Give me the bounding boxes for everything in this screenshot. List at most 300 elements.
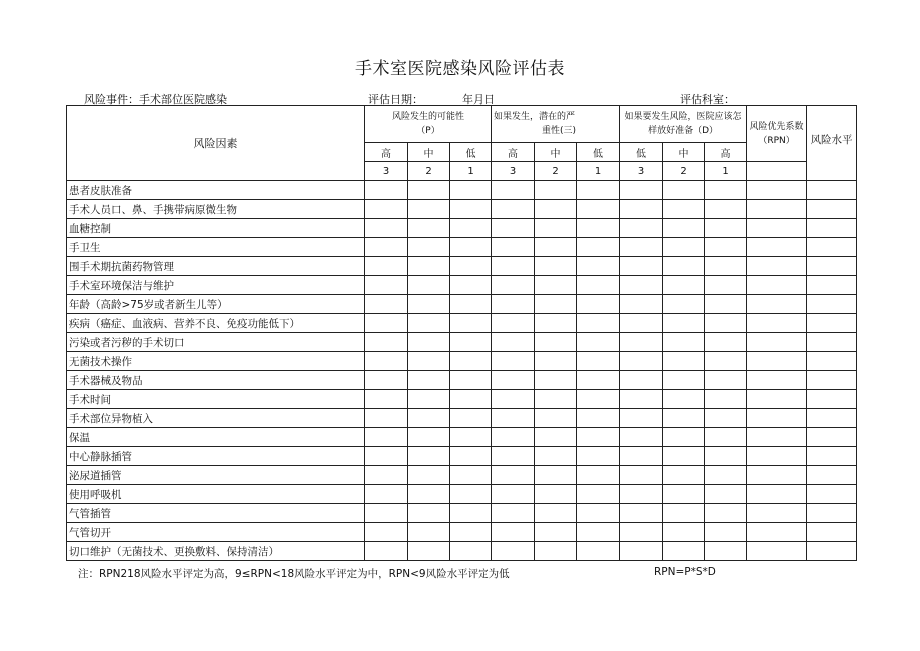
score-input-cell[interactable] bbox=[663, 428, 705, 447]
risk-factor-cell: 使用呼吸机 bbox=[67, 485, 365, 504]
score-input-cell[interactable] bbox=[450, 295, 492, 314]
risk-level-cell[interactable] bbox=[807, 542, 857, 561]
score-input-cell[interactable] bbox=[620, 181, 663, 200]
risk-level-cell[interactable] bbox=[807, 181, 857, 200]
score-input-cell[interactable] bbox=[492, 371, 535, 390]
rpn-score-blank bbox=[747, 162, 807, 181]
score-input-cell[interactable] bbox=[408, 371, 450, 390]
score-input-cell[interactable] bbox=[365, 276, 408, 295]
score-input-cell[interactable] bbox=[705, 352, 747, 371]
rpn-cell[interactable] bbox=[747, 409, 807, 428]
score-input-cell[interactable] bbox=[705, 181, 747, 200]
rpn-formula: RPN=P*S*D bbox=[654, 566, 716, 578]
severity-header-line2: 重性(三) bbox=[542, 126, 577, 136]
score-input-cell[interactable] bbox=[705, 466, 747, 485]
risk-factor-cell: 手术时间 bbox=[67, 390, 365, 409]
score-input-cell[interactable] bbox=[535, 447, 577, 466]
rpn-cell[interactable] bbox=[747, 390, 807, 409]
score-input-cell[interactable] bbox=[365, 466, 408, 485]
score-input-cell[interactable] bbox=[705, 333, 747, 352]
detection-level-2: 高 bbox=[705, 143, 747, 162]
score-input-cell[interactable] bbox=[663, 371, 705, 390]
probability-level-2: 低 bbox=[450, 143, 492, 162]
severity-level-2: 低 bbox=[577, 143, 620, 162]
score-input-cell[interactable] bbox=[450, 238, 492, 257]
score-input-cell[interactable] bbox=[408, 333, 450, 352]
score-input-cell[interactable] bbox=[408, 238, 450, 257]
rpn-cell[interactable] bbox=[747, 542, 807, 561]
score-input-cell[interactable] bbox=[535, 276, 577, 295]
score-input-cell[interactable] bbox=[705, 523, 747, 542]
risk-factor-cell: 气管切开 bbox=[67, 523, 365, 542]
score-input-cell[interactable] bbox=[663, 352, 705, 371]
page-title: 手术室医院感染风险评估表 bbox=[355, 59, 565, 79]
rpn-cell[interactable] bbox=[747, 428, 807, 447]
score-input-cell[interactable] bbox=[535, 523, 577, 542]
risk-factor-cell: 无菌技术操作 bbox=[67, 352, 365, 371]
score-input-cell[interactable] bbox=[620, 371, 663, 390]
probability-header-line1: 风险发生的可能性 bbox=[392, 112, 465, 122]
score-input-cell[interactable] bbox=[492, 219, 535, 238]
score-input-cell[interactable] bbox=[620, 504, 663, 523]
probability-score-0: 3 bbox=[365, 162, 408, 181]
risk-factor-cell: 手术人员口、鼻、手携带病原微生物 bbox=[67, 200, 365, 219]
risk-level-header: 风险水平 bbox=[807, 106, 857, 181]
risk-assessment-table bbox=[66, 105, 857, 561]
score-input-cell[interactable] bbox=[663, 257, 705, 276]
score-input-cell[interactable] bbox=[663, 447, 705, 466]
table-row bbox=[67, 409, 857, 428]
score-input-cell[interactable] bbox=[492, 295, 535, 314]
table-row bbox=[67, 333, 857, 352]
score-input-cell[interactable] bbox=[492, 485, 535, 504]
risk-level-cell[interactable] bbox=[807, 219, 857, 238]
detection-score-1: 2 bbox=[663, 162, 705, 181]
table-row bbox=[67, 466, 857, 485]
score-input-cell[interactable] bbox=[492, 504, 535, 523]
score-input-cell[interactable] bbox=[492, 542, 535, 561]
score-input-cell[interactable] bbox=[408, 466, 450, 485]
score-input-cell[interactable] bbox=[577, 390, 620, 409]
score-input-cell[interactable] bbox=[365, 409, 408, 428]
score-input-cell[interactable] bbox=[620, 466, 663, 485]
score-input-cell[interactable] bbox=[450, 181, 492, 200]
risk-factor-cell: 泌尿道插管 bbox=[67, 466, 365, 485]
assessment-date-label: 评估日期： bbox=[368, 93, 423, 106]
score-input-cell[interactable] bbox=[663, 295, 705, 314]
score-input-cell[interactable] bbox=[663, 219, 705, 238]
score-input-cell[interactable] bbox=[492, 428, 535, 447]
risk-level-cell[interactable] bbox=[807, 276, 857, 295]
score-input-cell[interactable] bbox=[705, 238, 747, 257]
risk-level-cell[interactable] bbox=[807, 333, 857, 352]
score-input-cell[interactable] bbox=[620, 447, 663, 466]
score-input-cell[interactable] bbox=[365, 333, 408, 352]
risk-event-label: 风险事件：手术部位医院感染 bbox=[84, 93, 227, 106]
score-input-cell[interactable] bbox=[577, 428, 620, 447]
score-input-cell[interactable] bbox=[663, 523, 705, 542]
rpn-cell[interactable] bbox=[747, 504, 807, 523]
score-input-cell[interactable] bbox=[535, 409, 577, 428]
score-input-cell[interactable] bbox=[450, 314, 492, 333]
score-input-cell[interactable] bbox=[408, 352, 450, 371]
score-input-cell[interactable] bbox=[408, 409, 450, 428]
score-input-cell[interactable] bbox=[365, 181, 408, 200]
score-input-cell[interactable] bbox=[492, 390, 535, 409]
score-input-cell[interactable] bbox=[620, 200, 663, 219]
severity-score-2: 1 bbox=[577, 162, 620, 181]
rpn-cell[interactable] bbox=[747, 466, 807, 485]
score-input-cell[interactable] bbox=[620, 276, 663, 295]
score-input-cell[interactable] bbox=[705, 200, 747, 219]
score-input-cell[interactable] bbox=[492, 352, 535, 371]
score-input-cell[interactable] bbox=[492, 257, 535, 276]
risk-level-cell[interactable] bbox=[807, 466, 857, 485]
score-input-cell[interactable] bbox=[535, 542, 577, 561]
score-input-cell[interactable] bbox=[365, 352, 408, 371]
score-input-cell[interactable] bbox=[365, 542, 408, 561]
risk-level-cell[interactable] bbox=[807, 390, 857, 409]
score-input-cell[interactable] bbox=[365, 504, 408, 523]
score-input-cell[interactable] bbox=[408, 523, 450, 542]
score-input-cell[interactable] bbox=[705, 504, 747, 523]
score-input-cell[interactable] bbox=[408, 257, 450, 276]
score-input-cell[interactable] bbox=[450, 447, 492, 466]
score-input-cell[interactable] bbox=[577, 447, 620, 466]
score-input-cell[interactable] bbox=[535, 314, 577, 333]
score-input-cell[interactable] bbox=[492, 200, 535, 219]
score-input-cell[interactable] bbox=[492, 276, 535, 295]
score-input-cell[interactable] bbox=[705, 390, 747, 409]
score-input-cell[interactable] bbox=[365, 257, 408, 276]
risk-factor-cell: 手术室环境保洁与维护 bbox=[67, 276, 365, 295]
rpn-header-line2: （RPN） bbox=[758, 135, 795, 146]
severity-header-line1: 如果发生，潜在的严 bbox=[494, 112, 576, 122]
score-input-cell[interactable] bbox=[577, 238, 620, 257]
rpn-cell[interactable] bbox=[747, 200, 807, 219]
probability-level-0: 高 bbox=[365, 143, 408, 162]
risk-factor-cell: 血糖控制 bbox=[67, 219, 365, 238]
risk-level-cell[interactable] bbox=[807, 200, 857, 219]
score-input-cell[interactable] bbox=[450, 371, 492, 390]
score-input-cell[interactable] bbox=[705, 276, 747, 295]
score-input-cell[interactable] bbox=[620, 523, 663, 542]
score-input-cell[interactable] bbox=[577, 523, 620, 542]
score-input-cell[interactable] bbox=[577, 200, 620, 219]
detection-score-0: 3 bbox=[620, 162, 663, 181]
score-input-cell[interactable] bbox=[663, 485, 705, 504]
score-input-cell[interactable] bbox=[663, 333, 705, 352]
score-input-cell[interactable] bbox=[365, 447, 408, 466]
score-input-cell[interactable] bbox=[450, 257, 492, 276]
score-input-cell[interactable] bbox=[663, 542, 705, 561]
risk-factor-cell: 中心静脉插管 bbox=[67, 447, 365, 466]
risk-level-cell[interactable] bbox=[807, 314, 857, 333]
score-input-cell[interactable] bbox=[492, 523, 535, 542]
score-input-cell[interactable] bbox=[365, 200, 408, 219]
score-input-cell[interactable] bbox=[577, 352, 620, 371]
risk-factor-cell: 污染或者污秽的手术切口 bbox=[67, 333, 365, 352]
score-input-cell[interactable] bbox=[535, 352, 577, 371]
score-input-cell[interactable] bbox=[408, 542, 450, 561]
risk-factor-cell: 手卫生 bbox=[67, 238, 365, 257]
rpn-cell[interactable] bbox=[747, 447, 807, 466]
score-input-cell[interactable] bbox=[408, 295, 450, 314]
risk-level-cell[interactable] bbox=[807, 485, 857, 504]
score-input-cell[interactable] bbox=[663, 200, 705, 219]
score-input-cell[interactable] bbox=[705, 428, 747, 447]
score-input-cell[interactable] bbox=[577, 257, 620, 276]
probability-level-1: 中 bbox=[408, 143, 450, 162]
risk-factor-cell: 手术部位异物植入 bbox=[67, 409, 365, 428]
score-input-cell[interactable] bbox=[365, 314, 408, 333]
score-input-cell[interactable] bbox=[450, 428, 492, 447]
score-input-cell[interactable] bbox=[365, 428, 408, 447]
score-input-cell[interactable] bbox=[365, 238, 408, 257]
table-row bbox=[67, 181, 857, 200]
score-input-cell[interactable] bbox=[535, 238, 577, 257]
probability-score-1: 2 bbox=[408, 162, 450, 181]
score-input-cell[interactable] bbox=[408, 428, 450, 447]
risk-factor-cell: 疾病（癌症、血液病、营养不良、免疫功能低下） bbox=[67, 314, 365, 333]
score-input-cell[interactable] bbox=[492, 181, 535, 200]
risk-factor-cell: 年龄（高龄>75岁或者新生儿等） bbox=[67, 295, 365, 314]
score-input-cell[interactable] bbox=[535, 219, 577, 238]
detection-level-0: 低 bbox=[620, 143, 663, 162]
risk-level-cell[interactable] bbox=[807, 257, 857, 276]
score-input-cell[interactable] bbox=[408, 447, 450, 466]
rpn-cell[interactable] bbox=[747, 371, 807, 390]
score-input-cell[interactable] bbox=[663, 390, 705, 409]
risk-level-cell[interactable] bbox=[807, 238, 857, 257]
rpn-cell[interactable] bbox=[747, 238, 807, 257]
score-input-cell[interactable] bbox=[705, 409, 747, 428]
rpn-cell[interactable] bbox=[747, 333, 807, 352]
risk-level-cell[interactable] bbox=[807, 428, 857, 447]
score-input-cell[interactable] bbox=[535, 295, 577, 314]
score-input-cell[interactable] bbox=[577, 276, 620, 295]
score-input-cell[interactable] bbox=[408, 390, 450, 409]
score-input-cell[interactable] bbox=[577, 295, 620, 314]
score-input-cell[interactable] bbox=[408, 219, 450, 238]
score-input-cell[interactable] bbox=[577, 466, 620, 485]
score-input-cell[interactable] bbox=[535, 390, 577, 409]
score-input-cell[interactable] bbox=[450, 523, 492, 542]
severity-header bbox=[492, 106, 620, 143]
score-input-cell[interactable] bbox=[577, 504, 620, 523]
score-input-cell[interactable] bbox=[535, 428, 577, 447]
score-input-cell[interactable] bbox=[535, 466, 577, 485]
table-row bbox=[67, 371, 857, 390]
risk-factor-cell: 切口维护（无菌技术、更换敷料、保持清洁） bbox=[67, 542, 365, 561]
score-input-cell[interactable] bbox=[535, 371, 577, 390]
risk-level-cell[interactable] bbox=[807, 447, 857, 466]
score-input-cell[interactable] bbox=[408, 314, 450, 333]
score-input-cell[interactable] bbox=[492, 447, 535, 466]
score-input-cell[interactable] bbox=[450, 200, 492, 219]
risk-level-cell[interactable] bbox=[807, 295, 857, 314]
score-input-cell[interactable] bbox=[705, 371, 747, 390]
score-input-cell[interactable] bbox=[535, 181, 577, 200]
rpn-cell[interactable] bbox=[747, 352, 807, 371]
rpn-cell[interactable] bbox=[747, 219, 807, 238]
score-input-cell[interactable] bbox=[577, 314, 620, 333]
score-input-cell[interactable] bbox=[705, 542, 747, 561]
score-input-cell[interactable] bbox=[705, 447, 747, 466]
score-input-cell[interactable] bbox=[450, 276, 492, 295]
score-input-cell[interactable] bbox=[663, 409, 705, 428]
table-row bbox=[67, 257, 857, 276]
score-input-cell[interactable] bbox=[663, 238, 705, 257]
score-input-cell[interactable] bbox=[365, 523, 408, 542]
score-input-cell[interactable] bbox=[663, 314, 705, 333]
score-input-cell[interactable] bbox=[365, 219, 408, 238]
risk-factor-cell: 围手术期抗菌药物管理 bbox=[67, 257, 365, 276]
score-input-cell[interactable] bbox=[705, 485, 747, 504]
score-input-cell[interactable] bbox=[408, 504, 450, 523]
footnote: 注：RPN218风险水平评定为高，9≤RPN<18风险水平评定为中，RPN<9风险水平评定为低 bbox=[78, 568, 510, 580]
score-input-cell[interactable] bbox=[450, 352, 492, 371]
rpn-cell[interactable] bbox=[747, 485, 807, 504]
score-input-cell[interactable] bbox=[492, 409, 535, 428]
score-input-cell[interactable] bbox=[492, 333, 535, 352]
score-input-cell[interactable] bbox=[620, 542, 663, 561]
score-input-cell[interactable] bbox=[408, 485, 450, 504]
risk-level-cell[interactable] bbox=[807, 371, 857, 390]
table-row bbox=[67, 447, 857, 466]
table-row bbox=[67, 276, 857, 295]
score-input-cell[interactable] bbox=[450, 333, 492, 352]
score-input-cell[interactable] bbox=[408, 200, 450, 219]
detection-header-line1: 如果要发生风险，医院应该怎 bbox=[624, 112, 742, 122]
score-input-cell[interactable] bbox=[535, 333, 577, 352]
score-input-cell[interactable] bbox=[577, 371, 620, 390]
rpn-cell[interactable] bbox=[747, 257, 807, 276]
risk-level-cell[interactable] bbox=[807, 523, 857, 542]
score-input-cell[interactable] bbox=[577, 409, 620, 428]
risk-level-cell[interactable] bbox=[807, 409, 857, 428]
score-input-cell[interactable] bbox=[620, 485, 663, 504]
severity-score-1: 2 bbox=[535, 162, 577, 181]
table-row bbox=[67, 314, 857, 333]
score-input-cell[interactable] bbox=[620, 428, 663, 447]
score-input-cell[interactable] bbox=[450, 542, 492, 561]
score-input-cell[interactable] bbox=[450, 504, 492, 523]
severity-level-1: 中 bbox=[535, 143, 577, 162]
rpn-header-line1: 风险优先系数 bbox=[749, 121, 804, 132]
score-input-cell[interactable] bbox=[620, 295, 663, 314]
table-row bbox=[67, 295, 857, 314]
score-input-cell[interactable] bbox=[705, 219, 747, 238]
score-input-cell[interactable] bbox=[450, 219, 492, 238]
score-input-cell[interactable] bbox=[663, 466, 705, 485]
score-input-cell[interactable] bbox=[365, 390, 408, 409]
risk-factor-cell: 患者皮肤准备 bbox=[67, 181, 365, 200]
table-row bbox=[67, 542, 857, 561]
probability-score-2: 1 bbox=[450, 162, 492, 181]
factor-header: 风险因素 bbox=[67, 106, 365, 181]
score-input-cell[interactable] bbox=[492, 238, 535, 257]
detection-header-line2: 样放好准备（D） bbox=[648, 126, 719, 136]
risk-factor-cell: 气管插管 bbox=[67, 504, 365, 523]
detection-score-2: 1 bbox=[705, 162, 747, 181]
score-input-cell[interactable] bbox=[535, 485, 577, 504]
risk-level-cell[interactable] bbox=[807, 352, 857, 371]
score-input-cell[interactable] bbox=[577, 219, 620, 238]
table-row bbox=[67, 485, 857, 504]
score-input-cell[interactable] bbox=[663, 181, 705, 200]
score-input-cell[interactable] bbox=[365, 371, 408, 390]
score-input-cell[interactable] bbox=[492, 314, 535, 333]
table-row bbox=[67, 428, 857, 447]
score-input-cell[interactable] bbox=[365, 295, 408, 314]
rpn-cell[interactable] bbox=[747, 523, 807, 542]
detection-header bbox=[620, 106, 747, 143]
score-input-cell[interactable] bbox=[450, 390, 492, 409]
score-input-cell[interactable] bbox=[663, 504, 705, 523]
table-row bbox=[67, 523, 857, 542]
score-input-cell[interactable] bbox=[577, 542, 620, 561]
score-input-cell[interactable] bbox=[577, 333, 620, 352]
score-input-cell[interactable] bbox=[450, 466, 492, 485]
score-input-cell[interactable] bbox=[705, 295, 747, 314]
table-row bbox=[67, 352, 857, 371]
score-input-cell[interactable] bbox=[620, 333, 663, 352]
risk-factor-cell: 保温 bbox=[67, 428, 365, 447]
score-input-cell[interactable] bbox=[620, 409, 663, 428]
score-input-cell[interactable] bbox=[365, 485, 408, 504]
score-input-cell[interactable] bbox=[620, 257, 663, 276]
department-label: 评估科室： bbox=[680, 93, 735, 106]
score-input-cell[interactable] bbox=[620, 219, 663, 238]
score-input-cell[interactable] bbox=[492, 466, 535, 485]
score-input-cell[interactable] bbox=[620, 238, 663, 257]
header-row-1 bbox=[67, 106, 857, 143]
score-input-cell[interactable] bbox=[535, 257, 577, 276]
detection-level-1: 中 bbox=[663, 143, 705, 162]
score-input-cell[interactable] bbox=[535, 200, 577, 219]
score-input-cell[interactable] bbox=[663, 276, 705, 295]
severity-score-0: 3 bbox=[492, 162, 535, 181]
table-row bbox=[67, 390, 857, 409]
table-row bbox=[67, 200, 857, 219]
score-input-cell[interactable] bbox=[535, 504, 577, 523]
rpn-cell[interactable] bbox=[747, 314, 807, 333]
score-input-cell[interactable] bbox=[450, 409, 492, 428]
score-input-cell[interactable] bbox=[577, 181, 620, 200]
rpn-cell[interactable] bbox=[747, 295, 807, 314]
score-input-cell[interactable] bbox=[620, 314, 663, 333]
score-input-cell[interactable] bbox=[408, 276, 450, 295]
score-input-cell[interactable] bbox=[620, 352, 663, 371]
score-input-cell[interactable] bbox=[705, 314, 747, 333]
rpn-cell[interactable] bbox=[747, 276, 807, 295]
score-input-cell[interactable] bbox=[450, 485, 492, 504]
rpn-header bbox=[747, 106, 807, 162]
probability-header-line2: （P） bbox=[416, 126, 440, 136]
assessment-date-value: 年月日 bbox=[462, 93, 495, 106]
score-input-cell[interactable] bbox=[408, 181, 450, 200]
probability-header bbox=[365, 106, 492, 143]
risk-factor-cell: 手术器械及物品 bbox=[67, 371, 365, 390]
table-row bbox=[67, 238, 857, 257]
score-input-cell[interactable] bbox=[620, 390, 663, 409]
rpn-cell[interactable] bbox=[747, 181, 807, 200]
risk-level-cell[interactable] bbox=[807, 504, 857, 523]
table-row bbox=[67, 219, 857, 238]
score-input-cell[interactable] bbox=[577, 485, 620, 504]
score-input-cell[interactable] bbox=[705, 257, 747, 276]
